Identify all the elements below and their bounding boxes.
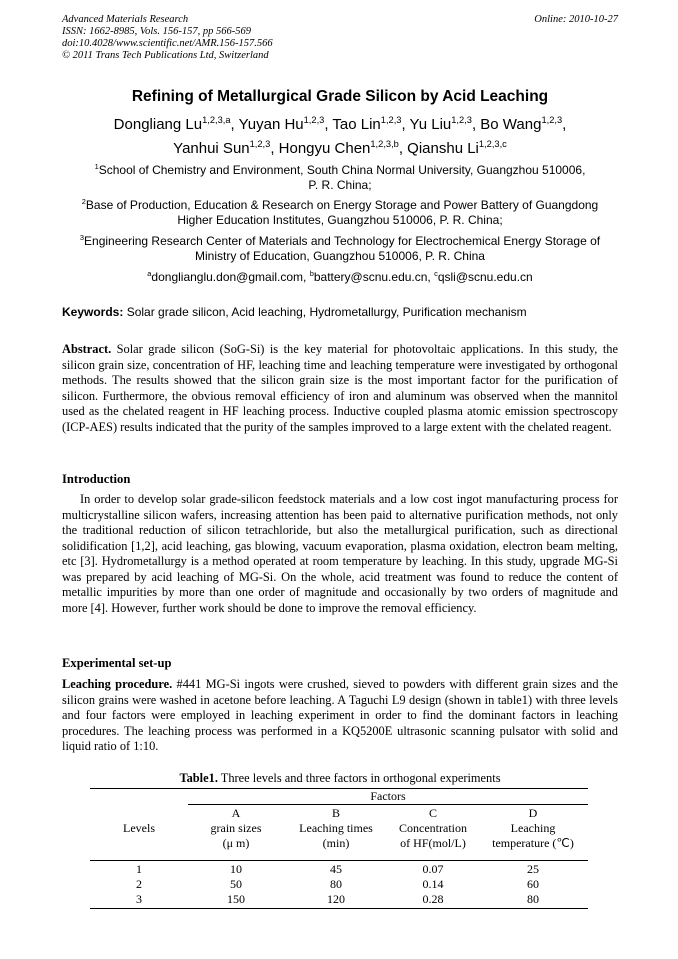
header-bottom-rule (90, 860, 588, 861)
abstract-label: Abstract. (62, 342, 112, 356)
keywords-text: Solar grade silicon, Acid leaching, Hydrometallurgy, Purification mechanism (126, 305, 527, 319)
author: Yu Liu$^{1,2,3}$, (409, 115, 481, 133)
column-header-c: C Concentration of HF(mol/L) (399, 806, 467, 850)
table-row: 1 10 45 0.07 25 (136, 862, 539, 876)
author: Tao Lin$^{1,2,3}$, (332, 115, 410, 133)
affiliation-3: $^3$Engineering Research Center of Materials and Technology for Electrochemical Energy Storage of Ministry of Education, Guangzhou 510006, P. R. China (79, 233, 601, 263)
author: Yuyan Hu$^{1,2,3}$, (238, 115, 333, 133)
levels-header: Levels (123, 821, 155, 835)
table-caption (62, 771, 618, 786)
affiliation-2: $^2$Base of Production, Education & Research on Energy Storage and Power Battery of Guangdong Higher Education Institutes, Guangzhou 510006, P. R. China; (81, 197, 599, 227)
author: Qianshu Li$^{1,2,3,c}$ (407, 139, 507, 157)
author-emails (62, 270, 618, 284)
issn-line: ISSN: 1662-8985, Vols. 156-157, pp 566-569 (62, 26, 251, 37)
leaching-procedure (62, 677, 618, 755)
email: $^c$qsli@scnu.edu.cn (434, 269, 533, 284)
author-line-1 (62, 113, 618, 137)
orthogonal-table (90, 787, 588, 911)
running-header (62, 14, 618, 62)
table-caption-label: Table1. (179, 771, 218, 785)
introduction-text: In order to develop solar grade-silicon feedstock materials and a low cost ingot manufacturing process for multicrystalline silicon wafers, increasing attention has been paid to alternative purification methods, not only the traditional reduction of silicon tetrachloride, but also the metallurgical purification, such as directional solidification [1,2], acid leaching, gas blowing, vacuum evaporation, plasma oxidation, electron beam melting, etc [3]. Hydrometallurgy is a method operated at room temperature by leaching. In this study, upgrade MG-Si was prepared by acid leaching of MG-Si. On the whole, acid treatment was found to reduce the content of metallic impurities by more than one order of magnitude and occasionally by two orders of magnitude and more [4]. However, further work should be done to improve the removal efficiency. (62, 492, 618, 615)
email: $^a$donglianglu.don@gmail.com, (147, 269, 310, 284)
author-list (62, 113, 618, 161)
column-header-d: D Leaching temperature (℃) (492, 806, 574, 850)
author-line-2 (62, 137, 618, 161)
email: $^b$battery@scnu.edu.cn, (309, 269, 435, 284)
affiliation-1: $^1$School of Chemistry and Environment, South China Normal University, Guangzhou 510006, P. R. China; (94, 162, 586, 192)
author: Hongyu Chen$^{1,2,3,b}$, (278, 139, 408, 157)
leaching-procedure-label: Leaching procedure. (62, 677, 173, 691)
abstract (62, 342, 618, 435)
table-bottom-rule (90, 908, 588, 909)
online-date: Online: 2010-10-27 (534, 14, 618, 25)
table-row: 3 150 120 0.28 80 (136, 892, 539, 906)
author: Bo Wang$^{1,2,3}$, (480, 115, 567, 133)
table-caption-text: Three levels and three factors in orthogonal experiments (220, 771, 501, 785)
copyright-line: © 2011 Trans Tech Publications Ltd, Switzerland (62, 50, 269, 61)
column-header-b: B Leaching times (min) (299, 806, 373, 850)
factors-rule (188, 804, 588, 805)
table-row: 2 50 80 0.14 60 (136, 877, 539, 891)
journal-name: Advanced Materials Research (62, 14, 189, 25)
keywords (62, 305, 618, 319)
doi-line: doi:10.4028/www.scientific.net/AMR.156-157.566 (62, 38, 273, 49)
section-heading-experimental: Experimental set-up (62, 656, 172, 670)
leaching-procedure-text: #441 MG-Si ingots were crushed, sieved to powders with different grain sizes and the silicon grains were washed in acetone before leaching. A Taguchi L9 design (shown in table1) with three levels and four factors were employed in leaching experiment in order to find the dominant factors in leaching procedures. The leaching process was performed in a KQ5200E ultrasonic scanning pulsator with solid and liquid ratio of 1:10. (62, 677, 618, 753)
paper-title: Refining of Metallurgical Grade Silicon by Acid Leaching (131, 88, 549, 105)
section-heading-introduction: Introduction (62, 472, 131, 486)
abstract-text: Solar grade silicon (SoG-Si) is the key material for photovoltaic applications. In this study, the silicon grain size, concentration of HF, leaching time and leaching temperature were investigated by orthogonal methods. The results showed that the silicon grain size is the most important factor for the purification of silicon. Furthermore, the obvious removal efficiency of iron and aluminum was observed when the mannitol used as the chelated reagent in HF leaching process. Inductive coupled plasma atomic emission spectroscopy (ICP-AES) results indicated that the purity of the samples improved to a large extent with the chelated reagent. (62, 342, 618, 434)
keywords-label: Keywords: (62, 305, 124, 319)
author: Dongliang Lu$^{1,2,3,a}$, (113, 115, 239, 133)
factors-header: Factors (370, 789, 406, 803)
author: Yanhui Sun$^{1,2,3}$, (173, 139, 279, 157)
column-header-a: A grain sizes (μ m) (210, 806, 262, 850)
